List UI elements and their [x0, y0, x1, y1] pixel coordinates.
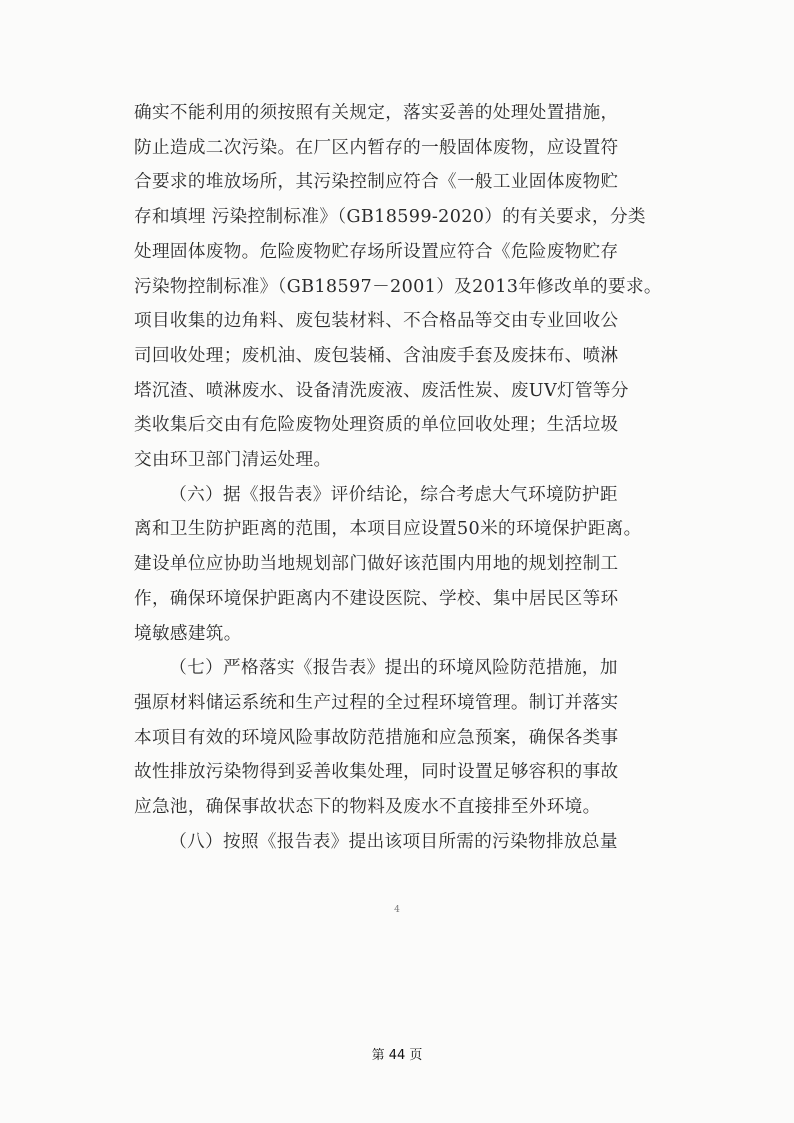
text-line: 本项目有效的环境风险事故防范措施和应急预案，确保各类事: [134, 727, 619, 748]
text-line: 项目收集的边角料、废包装材料、不合格品等交由专业回收公: [134, 311, 619, 332]
text-line: （六）据《报告表》评价结论，综合考虑大气环境防护距: [169, 484, 618, 505]
text-line: （七）严格落实《报告表》提出的环境风险防范措施，加: [169, 658, 618, 679]
text-line: 存和填埋 污染控制标准》（GB18599-2020）的有关要求，分类: [134, 207, 646, 228]
text-line: 司回收处理；废机油、废包装桶、含油废手套及废抹布、喷淋: [134, 345, 619, 366]
text-line: 合要求的堆放场所，其污染控制应符合《一般工业固体废物贮: [134, 172, 619, 193]
text-line: 境敏感建筑。: [134, 623, 242, 644]
footer-page-label: 第 44 页: [371, 1048, 423, 1063]
text-line: 处理固体废物。危险废物贮存场所设置应符合《危险废物贮存: [134, 241, 619, 262]
text-line: 防止造成二次污染。在厂区内暂存的一般固体废物，应设置符: [134, 137, 619, 158]
paragraph-six: [134, 478, 664, 652]
document-body: [134, 96, 664, 859]
text-line: 塔沉渣、喷淋废水、设备清洗废液、废活性炭、废UV灯管等分: [134, 380, 629, 401]
text-line: 确实不能利用的须按照有关规定，落实妥善的处理处置措施，: [134, 103, 619, 123]
text-line: 强原材料储运系统和生产过程的全过程环境管理。制订并落实: [134, 692, 619, 713]
text-line: 污染物控制标准》（GB18597－2001）及2013年修改单的要求。: [134, 276, 662, 297]
text-line: 建设单位应协助当地规划部门做好该范围内用地的规划控制工: [134, 554, 619, 575]
paragraph-solid-waste: [134, 96, 664, 478]
text-line: 作，确保环境保护距离内不建设医院、学校、集中居民区等环: [134, 588, 619, 609]
text-line: 故性排放污染物得到妥善收集处理，同时设置足够容积的事故: [134, 762, 619, 783]
text-line: 类收集后交由有危险废物处理资质的单位回收处理；生活垃圾: [134, 415, 619, 436]
text-line: 交由环卫部门清运处理。: [134, 450, 332, 471]
text-line: 应急池，确保事故状态下的物料及废水不直接排至外环境。: [134, 797, 601, 818]
scan-page-number: 4: [394, 905, 400, 915]
paragraph-seven: [134, 651, 664, 825]
text-line: （八）按照《报告表》提出该项目所需的污染物排放总量: [169, 831, 618, 852]
text-line: 离和卫生防护距离的范围，本项目应设置50米的环境保护距离。: [134, 519, 642, 540]
paragraph-eight: [134, 825, 664, 860]
